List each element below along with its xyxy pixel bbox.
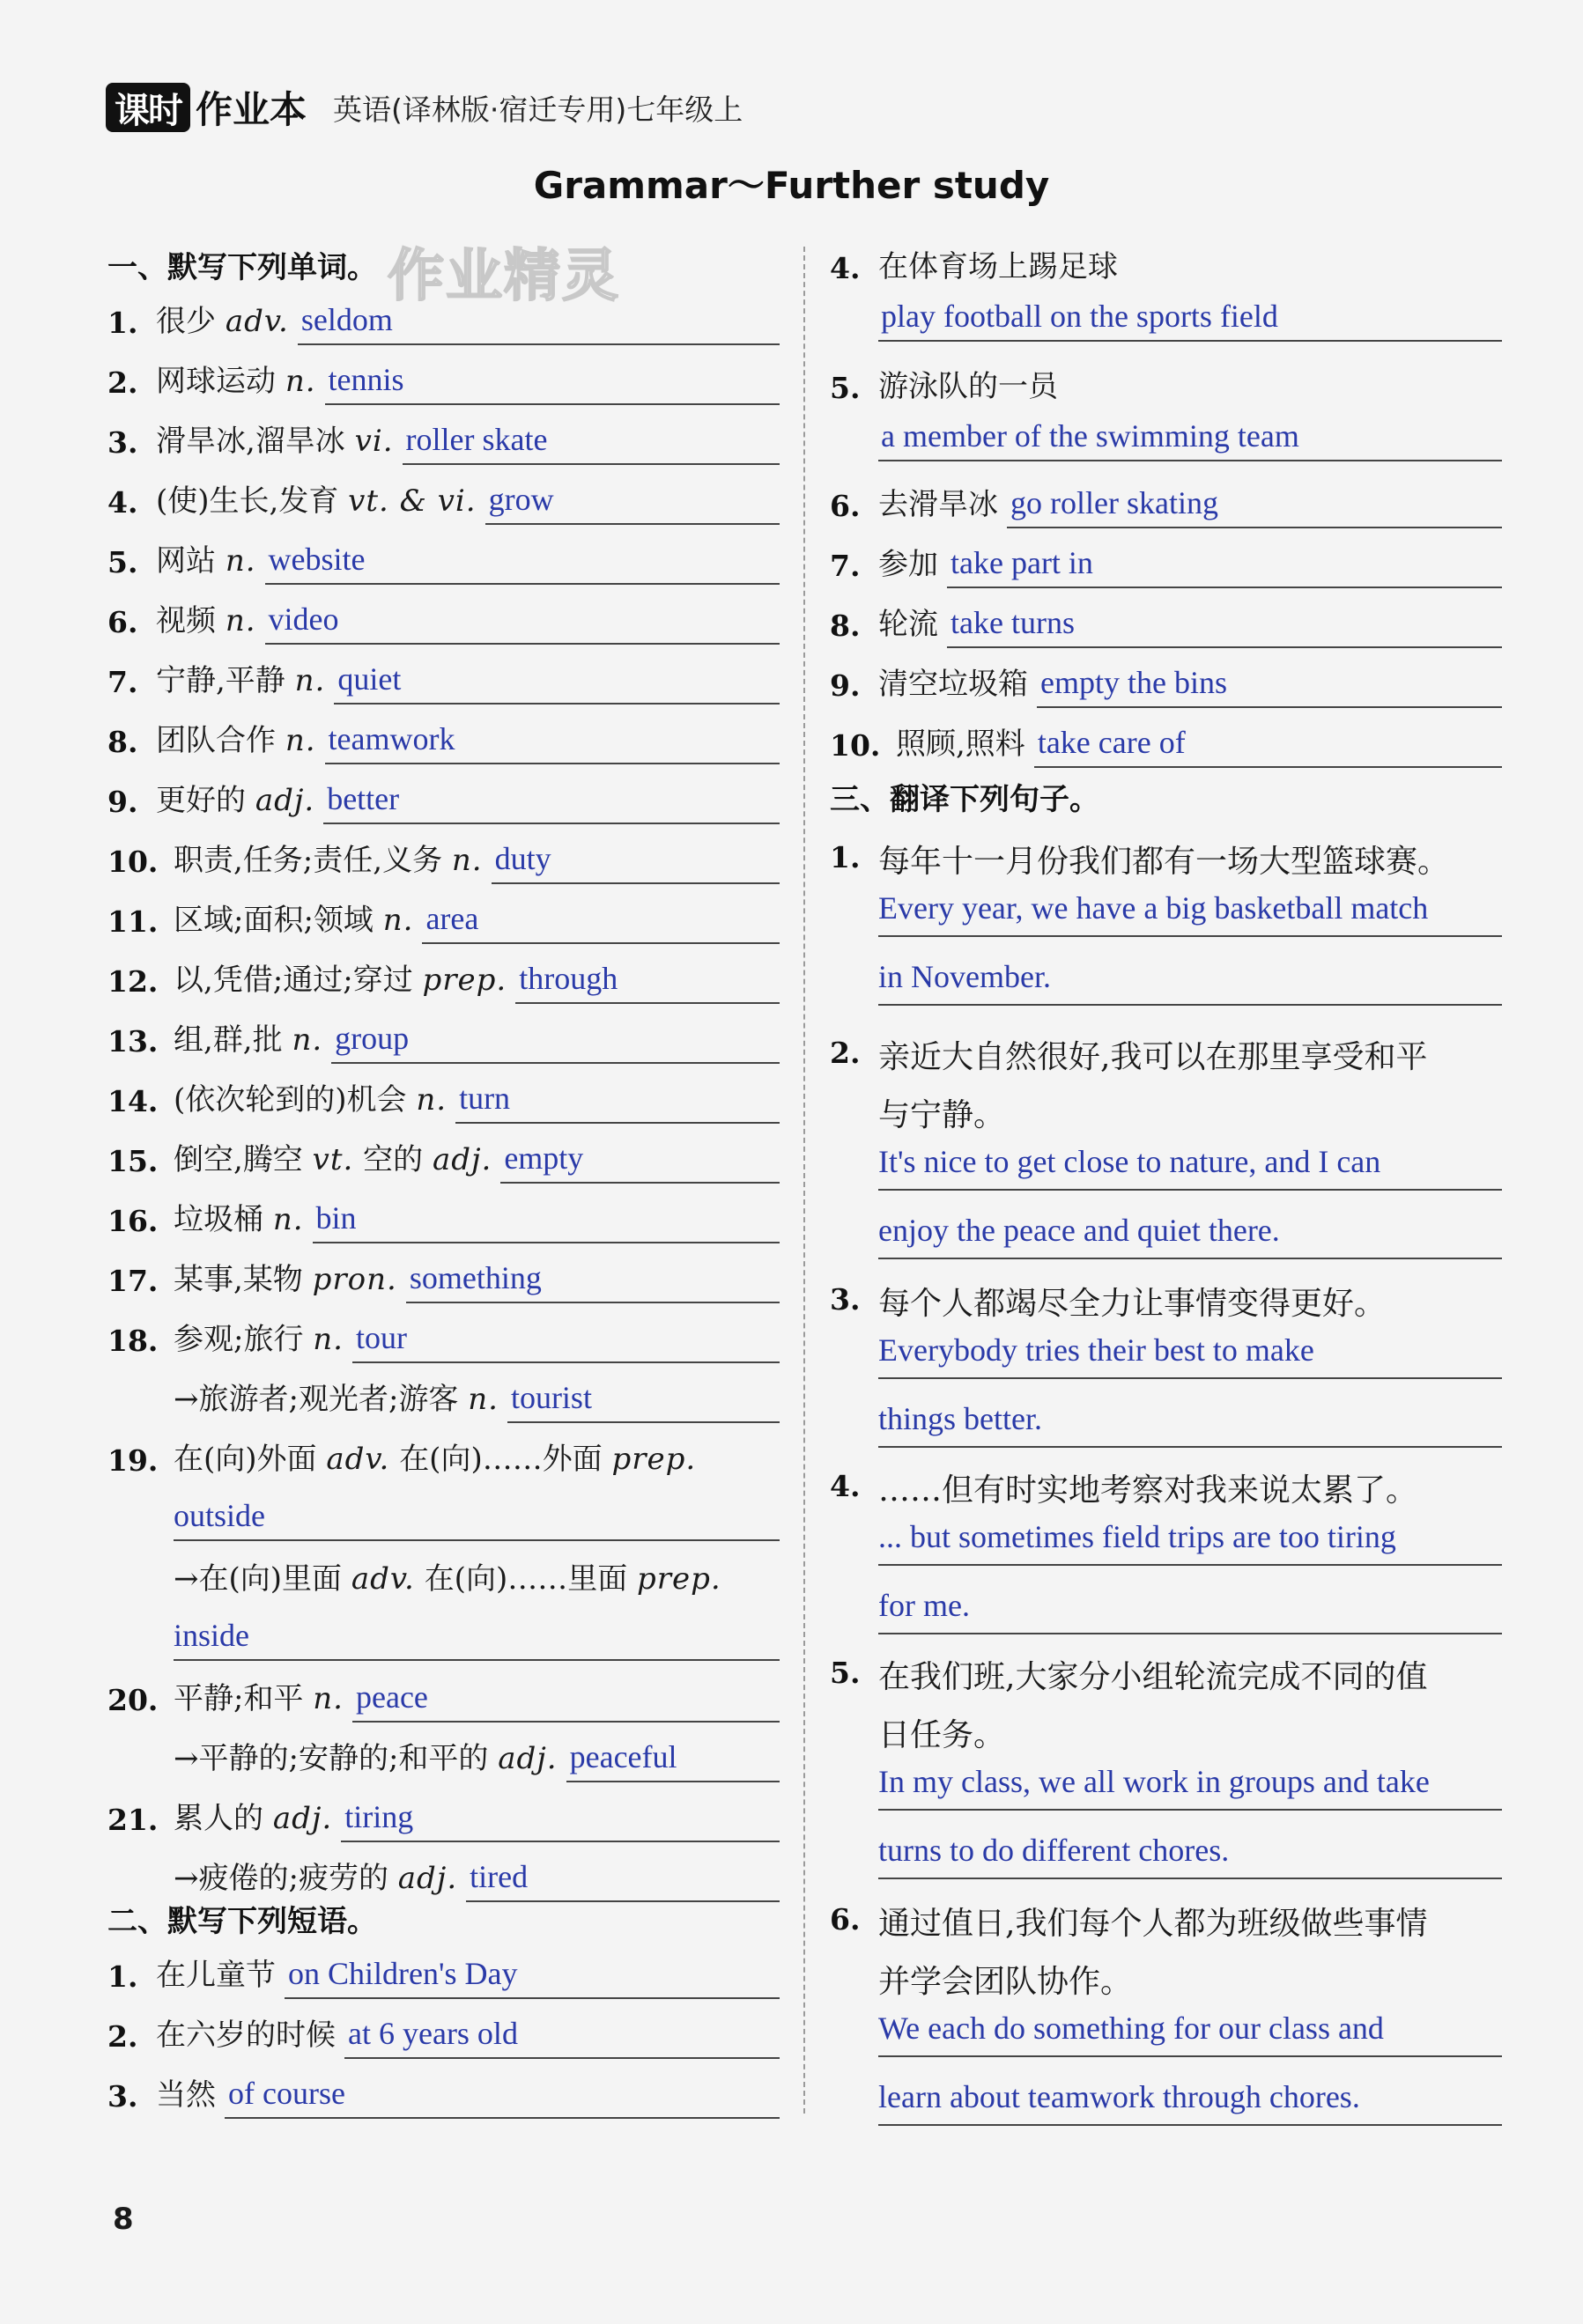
logo-badge: 课时 xyxy=(106,83,190,132)
answer-text: roller skate xyxy=(405,422,548,457)
phrase-prompt: 去滑旱冰 xyxy=(878,487,998,522)
answer-line[interactable] xyxy=(878,935,1502,937)
item-number: 8. xyxy=(107,725,138,759)
word-row xyxy=(107,771,780,828)
answer-line[interactable] xyxy=(878,1446,1502,1448)
item-number: 3. xyxy=(830,1282,861,1317)
answer-blank[interactable] xyxy=(406,1302,780,1303)
prompt-text: 平静;和平 xyxy=(174,1681,304,1716)
word-prompt xyxy=(174,1375,499,1418)
prompt-text: 团队合作 xyxy=(156,723,276,758)
phrase-row xyxy=(830,358,1502,414)
item-number: 5. xyxy=(830,1656,861,1690)
word-prompt xyxy=(156,476,477,520)
item-number: 6. xyxy=(830,1902,861,1937)
item-number: 4. xyxy=(830,251,861,285)
answer-blank[interactable] xyxy=(1037,706,1502,708)
answer-line-text: enjoy the peace and quiet there. xyxy=(878,1213,1280,1248)
answer-text: take part in xyxy=(951,545,1093,580)
prompt-text: (使)生长,发育 xyxy=(156,483,339,519)
answer-text: inside xyxy=(174,1618,249,1653)
answer-text: turn xyxy=(459,1081,511,1116)
word-row xyxy=(107,1071,780,1127)
item-number: 15. xyxy=(107,1144,159,1178)
item-number: 6. xyxy=(830,489,861,523)
section2-heading: 二、默写下列短语。 xyxy=(107,1904,377,1939)
answer-line[interactable] xyxy=(878,2055,1502,2057)
question-line: 在我们班,大家分小组轮流完成不同的值 xyxy=(878,1659,1428,1695)
prompt-text: 以,凭借;通过;穿过 xyxy=(174,963,413,998)
item-number: 8. xyxy=(830,609,861,643)
word-prompt xyxy=(174,1734,558,1777)
part-of-speech: adv. xyxy=(225,304,289,339)
prompt-text: 视频 xyxy=(156,603,216,638)
answer-line-text: Everybody tries their best to make xyxy=(878,1332,1314,1368)
answer-line-text: turns to do different chores. xyxy=(878,1833,1230,1868)
answer-blank[interactable] xyxy=(334,703,780,705)
answer-blank[interactable] xyxy=(492,882,780,884)
phrase-row xyxy=(830,535,1502,592)
word-row xyxy=(107,292,780,349)
question-line: 每年十一月份我们都有一场大型篮球赛。 xyxy=(878,844,1450,880)
phrase-row xyxy=(107,1946,780,2003)
answer-line[interactable] xyxy=(878,1258,1502,1259)
phrase-prompt: 在儿童节 xyxy=(156,1958,276,1993)
column-divider xyxy=(803,247,805,2114)
item-number: 10. xyxy=(107,845,159,879)
answer-text: empty the bins xyxy=(1040,665,1227,700)
prompt-text: 很少 xyxy=(156,304,216,339)
phrase-prompt: 照顾,照料 xyxy=(896,727,1025,762)
prompt-text: 区域;面积;领域 xyxy=(174,903,374,938)
word-row xyxy=(107,1310,780,1367)
phrase-row xyxy=(830,715,1502,771)
prompt-text: 滑旱冰,溜旱冰 xyxy=(156,424,345,459)
answer-line[interactable] xyxy=(878,2124,1502,2126)
answer-text: something xyxy=(409,1260,542,1295)
part-of-speech: prep. xyxy=(422,963,507,998)
prompt-text: 倒空,腾空 xyxy=(174,1142,303,1177)
page-title: Grammar～Further study xyxy=(533,164,1050,207)
phrase-row xyxy=(107,2006,780,2062)
part-of-speech: vi. xyxy=(354,424,394,459)
item-number: 14. xyxy=(107,1084,159,1118)
answer-blank[interactable] xyxy=(285,1997,780,1999)
answer-text: take turns xyxy=(951,605,1075,640)
answer-blank[interactable] xyxy=(265,583,780,585)
phrase-row xyxy=(830,476,1502,532)
page-number: 8 xyxy=(113,2202,134,2237)
answer-blank[interactable] xyxy=(878,340,1502,342)
header xyxy=(106,81,743,134)
answer-line-text: for me. xyxy=(878,1588,970,1623)
answer-text: a member of the swimming team xyxy=(881,418,1299,454)
answer-blank[interactable] xyxy=(225,2117,780,2119)
answer-text: grow xyxy=(488,482,554,517)
answer-line[interactable] xyxy=(878,1878,1502,1879)
item-number: 2. xyxy=(830,1036,861,1070)
item-number: 1. xyxy=(107,1959,138,1994)
word-row xyxy=(107,1191,780,1247)
prompt-text: 网站 xyxy=(156,543,216,579)
word-row xyxy=(107,412,780,468)
answer-blank[interactable] xyxy=(422,942,780,944)
item-number: 2. xyxy=(107,365,138,400)
prompt-text-2: 在(向)……里面 xyxy=(424,1561,628,1597)
answer-line-text: In my class, we all work in groups and take xyxy=(878,1764,1430,1799)
item-number: 5. xyxy=(830,371,861,405)
prompt-text-2: 在(向)……外面 xyxy=(399,1442,603,1477)
part-of-speech: n. xyxy=(225,603,256,638)
word-prompt xyxy=(174,1255,397,1298)
word-prompt xyxy=(156,417,394,460)
answer-blank[interactable] xyxy=(500,1182,780,1184)
answer-blank[interactable] xyxy=(341,1841,780,1842)
word-prompt xyxy=(174,1794,332,1837)
answer-text: outside xyxy=(174,1498,265,1533)
answer-text: peace xyxy=(356,1679,428,1715)
answer-blank[interactable] xyxy=(265,643,780,645)
item-number: 11. xyxy=(107,904,159,939)
answer-text: empty xyxy=(504,1140,584,1176)
answer-line-text: It's nice to get close to nature, and I can xyxy=(878,1144,1381,1179)
word-prompt xyxy=(174,1015,322,1059)
word-row xyxy=(107,1430,780,1487)
phrase-prompt: 清空垃圾箱 xyxy=(878,667,1028,702)
answer-text: tired xyxy=(470,1859,529,1894)
prompt-text: 累人的 xyxy=(174,1801,263,1836)
item-number: 4. xyxy=(830,1469,861,1503)
word-row xyxy=(107,951,780,1007)
answer-blank[interactable] xyxy=(325,763,780,764)
part-of-speech: adj. xyxy=(255,783,315,818)
word-row xyxy=(107,1670,780,1726)
answer-line[interactable] xyxy=(878,1809,1502,1811)
word-row xyxy=(107,1131,780,1187)
item-number: 16. xyxy=(107,1204,159,1238)
answer-line[interactable] xyxy=(878,1377,1502,1379)
part-of-speech: adj. xyxy=(397,1861,458,1896)
item-number: 18. xyxy=(107,1324,159,1358)
part-of-speech: n. xyxy=(225,543,256,579)
answer-line[interactable] xyxy=(878,1189,1502,1191)
word-prompt xyxy=(156,536,256,579)
item-number: 7. xyxy=(830,549,861,583)
item-number: 12. xyxy=(107,964,159,999)
answer-row xyxy=(107,1488,780,1545)
question-line: 通过值日,我们每个人都为班级做些事情 xyxy=(878,1906,1428,1942)
answer-text: tennis xyxy=(328,362,404,397)
answer-text: seldom xyxy=(300,302,393,337)
answer-text: play football on the sports field xyxy=(881,299,1278,334)
word-prompt xyxy=(174,1435,696,1478)
word-row xyxy=(107,652,780,708)
answer-row xyxy=(830,409,1502,465)
word-prompt xyxy=(174,836,483,879)
word-prompt xyxy=(174,1674,344,1717)
answer-line-text: in November. xyxy=(878,959,1051,994)
answer-blank[interactable] xyxy=(878,460,1502,461)
book-subtitle: 英语(译林版·宿迁专用)七年级上 xyxy=(333,92,743,127)
item-number: 5. xyxy=(107,545,138,579)
part-of-speech: adj. xyxy=(272,1801,333,1836)
answer-text: teamwork xyxy=(328,721,455,756)
question-line: 每个人都竭尽全力让事情变得更好。 xyxy=(878,1286,1387,1322)
word-row xyxy=(107,1789,780,1846)
answer-text: tiring xyxy=(344,1799,414,1834)
item-number: 3. xyxy=(107,2079,138,2114)
word-row xyxy=(107,1251,780,1307)
word-row xyxy=(107,712,780,768)
word-row xyxy=(107,352,780,409)
word-prompt xyxy=(174,1854,457,1897)
answer-text: bin xyxy=(315,1200,357,1236)
part-of-speech: n. xyxy=(451,843,483,878)
answer-blank[interactable] xyxy=(174,1659,780,1661)
phrase-prompt: 游泳队的一员 xyxy=(878,369,1058,404)
answer-line-text: ... but sometimes field trips are too tiring xyxy=(878,1519,1396,1554)
part-of-speech: n. xyxy=(313,1681,344,1716)
prompt-text: →疲倦的;疲劳的 xyxy=(174,1861,388,1896)
answer-row xyxy=(830,289,1502,345)
part-of-speech: vt. & vi. xyxy=(348,483,477,519)
word-row xyxy=(107,1011,780,1067)
answer-blank[interactable] xyxy=(352,1361,780,1363)
answer-blank[interactable] xyxy=(325,403,780,405)
answer-line[interactable] xyxy=(878,1633,1502,1634)
part-of-speech: n. xyxy=(468,1382,499,1417)
answer-text: of course xyxy=(228,2076,345,2111)
answer-blank[interactable] xyxy=(566,1781,780,1782)
word-row xyxy=(107,1370,780,1427)
word-prompt xyxy=(174,1135,492,1178)
answer-blank[interactable] xyxy=(174,1539,780,1541)
answer-blank[interactable] xyxy=(403,463,780,465)
answer-text: area xyxy=(425,901,479,936)
item-number: 9. xyxy=(830,668,861,703)
answer-text: tourist xyxy=(510,1380,592,1415)
part-of-speech: n. xyxy=(285,723,316,758)
item-number: 17. xyxy=(107,1264,159,1298)
phrase-row xyxy=(830,595,1502,652)
item-number: 6. xyxy=(107,605,138,639)
word-prompt xyxy=(174,1075,447,1118)
prompt-text: 组,群,批 xyxy=(174,1022,283,1058)
prompt-text: 参观;旅行 xyxy=(174,1322,304,1357)
prompt-text: →旅游者;观光者;游客 xyxy=(174,1382,459,1417)
word-prompt xyxy=(174,1554,721,1597)
answer-blank[interactable] xyxy=(1034,766,1502,768)
part-of-speech-2: prep. xyxy=(637,1561,721,1597)
question-line: 并学会团队协作。 xyxy=(878,1964,1133,2000)
prompt-text: →平静的;安静的;和平的 xyxy=(174,1741,489,1776)
answer-blank[interactable] xyxy=(344,2057,780,2059)
item-number: 3. xyxy=(107,425,138,460)
answer-line-text: things better. xyxy=(878,1401,1042,1436)
watermark: 作业精灵 xyxy=(388,244,620,309)
answer-blank[interactable] xyxy=(331,1062,780,1064)
word-prompt xyxy=(174,896,413,939)
answer-blank[interactable] xyxy=(313,1242,780,1243)
item-number: 21. xyxy=(107,1803,159,1837)
section3-heading: 三、翻译下列句子。 xyxy=(830,782,1099,817)
phrase-prompt: 参加 xyxy=(878,547,938,582)
answer-text: at 6 years old xyxy=(348,2016,518,2051)
phrase-prompt: 轮流 xyxy=(878,607,938,642)
answer-text: take care of xyxy=(1037,725,1186,760)
answer-text: duty xyxy=(494,841,551,876)
part-of-speech: n. xyxy=(285,364,316,399)
phrase-prompt: 在体育场上踢足球 xyxy=(878,249,1118,284)
prompt-text: →在(向)里面 xyxy=(174,1561,343,1597)
answer-blank[interactable] xyxy=(507,1421,780,1423)
part-of-speech: n. xyxy=(382,903,414,938)
part-of-speech: n. xyxy=(294,663,326,698)
word-prompt xyxy=(156,656,325,699)
question-line: 亲近大自然很好,我可以在那里享受和平 xyxy=(878,1039,1428,1075)
answer-text: go roller skating xyxy=(1010,485,1218,520)
answer-line[interactable] xyxy=(878,1564,1502,1566)
answer-text: on Children's Day xyxy=(288,1956,518,1991)
answer-blank[interactable] xyxy=(323,823,780,824)
prompt-text: 垃圾桶 xyxy=(174,1202,263,1237)
prompt-text: 更好的 xyxy=(156,783,246,818)
word-prompt xyxy=(156,716,316,759)
prompt-text-2: 空的 xyxy=(363,1142,424,1177)
question-line: 日任务。 xyxy=(878,1717,1006,1753)
item-number: 7. xyxy=(107,665,138,699)
answer-line-text: Every year, we have a big basketball match xyxy=(878,890,1429,926)
word-row xyxy=(107,1550,780,1606)
part-of-speech: n. xyxy=(292,1022,323,1058)
item-number: 9. xyxy=(107,785,138,819)
item-number: 1. xyxy=(107,306,138,340)
answer-row xyxy=(107,1608,780,1664)
part-of-speech: vt. xyxy=(312,1142,354,1177)
prompt-text: 职责,任务;责任,义务 xyxy=(174,843,443,878)
answer-blank[interactable] xyxy=(455,1122,780,1124)
answer-blank[interactable] xyxy=(515,1002,780,1004)
item-number: 10. xyxy=(830,728,881,763)
word-row xyxy=(107,532,780,588)
answer-line[interactable] xyxy=(878,1004,1502,1006)
part-of-speech: n. xyxy=(272,1202,304,1237)
part-of-speech: adj. xyxy=(498,1741,558,1776)
prompt-text: (依次轮到的)机会 xyxy=(174,1082,407,1118)
section1-heading: 一、默写下列单词。 xyxy=(107,250,377,285)
part-of-speech: adv. xyxy=(326,1442,390,1477)
question-line: 与宁静。 xyxy=(878,1097,1006,1133)
answer-blank[interactable] xyxy=(947,587,1502,588)
prompt-text: 在(向)外面 xyxy=(174,1442,317,1477)
answer-line-text: learn about teamwork through chores. xyxy=(878,2079,1360,2114)
part-of-speech: pron. xyxy=(312,1262,397,1297)
logo-text: 作业本 xyxy=(196,88,307,131)
phrase-prompt: 在六岁的时候 xyxy=(156,2018,336,2053)
word-prompt xyxy=(174,1315,344,1358)
phrase-row xyxy=(830,238,1502,294)
word-row xyxy=(107,831,780,888)
answer-text: through xyxy=(519,961,618,996)
item-number: 20. xyxy=(107,1683,159,1717)
prompt-text: 网球运动 xyxy=(156,364,276,399)
item-number: 1. xyxy=(830,840,861,874)
word-prompt xyxy=(174,1195,304,1238)
answer-blank[interactable] xyxy=(466,1900,780,1902)
word-row xyxy=(107,1730,780,1786)
word-prompt xyxy=(156,776,314,819)
phrase-row xyxy=(830,655,1502,712)
answer-text: group xyxy=(335,1021,410,1056)
part-of-speech: n. xyxy=(416,1082,448,1118)
prompt-text: 某事,某物 xyxy=(174,1262,303,1297)
answer-blank[interactable] xyxy=(1007,527,1502,528)
word-prompt xyxy=(156,596,256,639)
answer-text: quiet xyxy=(337,661,402,697)
part-of-speech-2: adj. xyxy=(432,1142,492,1177)
answer-blank[interactable] xyxy=(485,523,780,525)
answer-text: tour xyxy=(356,1320,407,1355)
word-row xyxy=(107,592,780,648)
answer-text: video xyxy=(268,601,339,637)
phrase-prompt: 当然 xyxy=(156,2077,216,2113)
answer-line-text: We each do something for our class and xyxy=(878,2010,1384,2046)
item-number: 13. xyxy=(107,1024,159,1059)
answer-blank[interactable] xyxy=(352,1721,780,1723)
item-number: 19. xyxy=(107,1443,159,1478)
word-prompt xyxy=(156,297,289,340)
answer-text: website xyxy=(268,542,366,577)
answer-text: peaceful xyxy=(569,1739,677,1774)
word-row xyxy=(107,472,780,528)
part-of-speech-2: prep. xyxy=(611,1442,697,1477)
item-number: 2. xyxy=(107,2019,138,2054)
part-of-speech: adv. xyxy=(351,1561,415,1597)
item-number: 4. xyxy=(107,485,138,520)
word-prompt xyxy=(174,955,507,999)
part-of-speech: n. xyxy=(313,1322,344,1357)
answer-blank[interactable] xyxy=(947,646,1502,648)
word-prompt xyxy=(156,357,316,400)
word-row xyxy=(107,891,780,948)
answer-blank[interactable] xyxy=(298,343,780,345)
question-line: ……但有时实地考察对我来说太累了。 xyxy=(878,1472,1418,1509)
answer-text: better xyxy=(327,781,400,816)
prompt-text: 宁静,平静 xyxy=(156,663,285,698)
phrase-row xyxy=(107,2066,780,2122)
